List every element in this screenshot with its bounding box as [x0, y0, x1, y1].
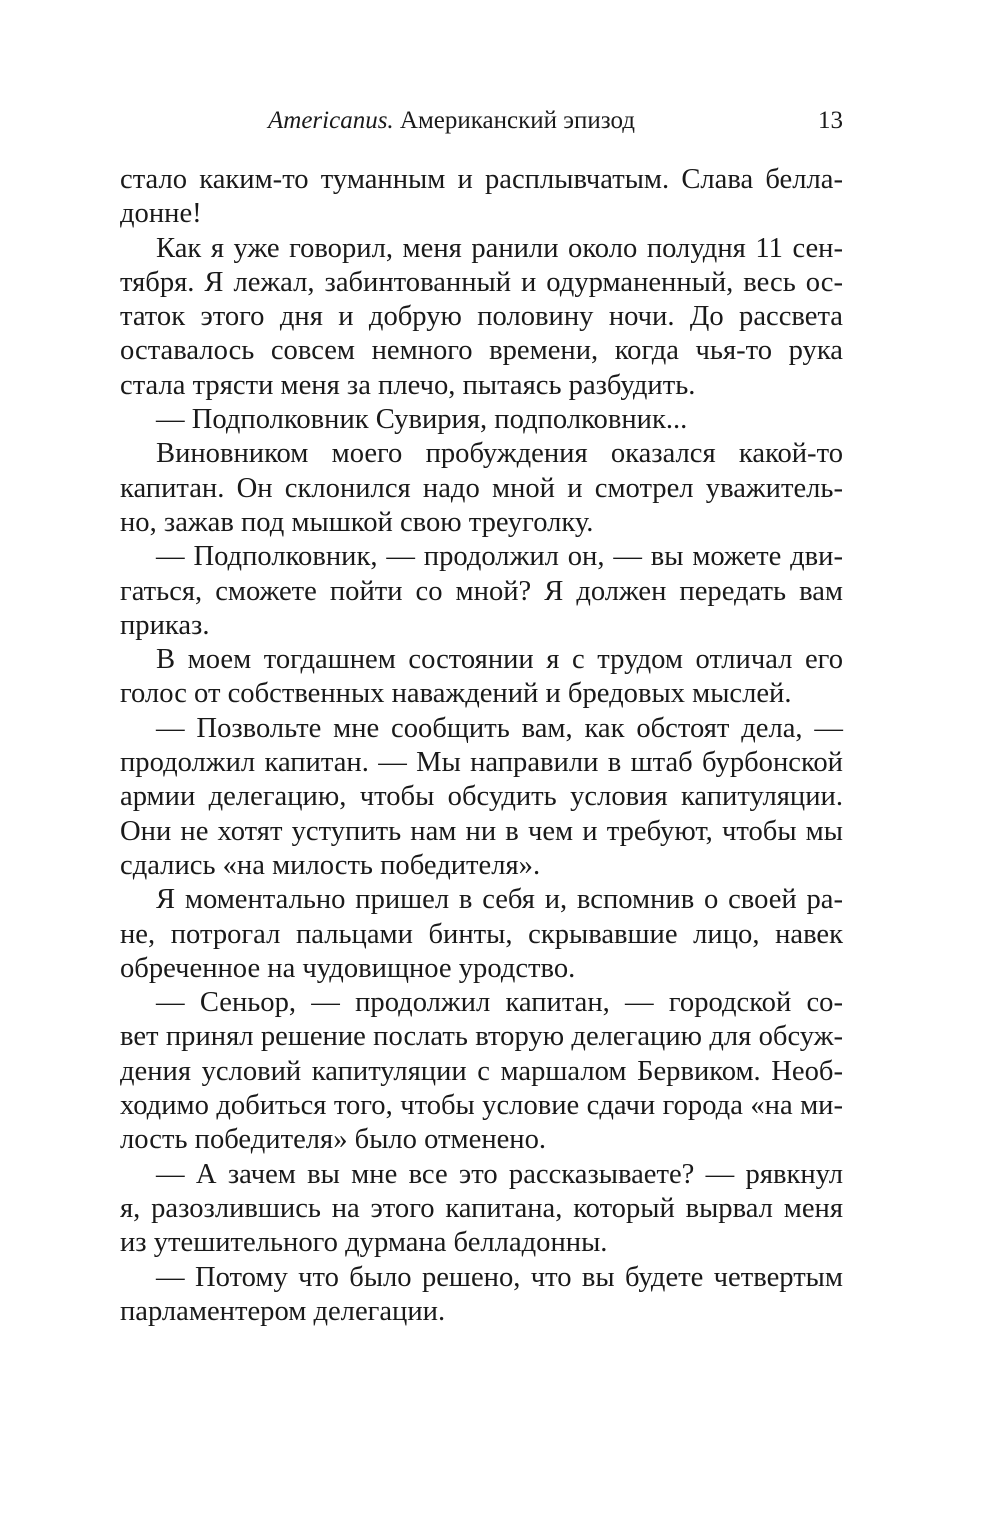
text-line: — Сеньор, — продолжил капитан, — городской со- — [156, 987, 843, 1019]
running-header — [120, 104, 843, 138]
text-line: Виновником моего пробуждения оказался какой-то — [156, 438, 843, 470]
text-line: лость победителя» было отменено. — [120, 1124, 547, 1156]
text-line: стало каким-то туманным и расплывчатым. Слава белла- — [120, 164, 843, 195]
text-line: гаться, сможете пойти со мной? Я должен передать вам — [120, 575, 843, 607]
text-line: Как я уже говорил, меня ранили около полудня 11 сен- — [156, 232, 843, 264]
text-line: — Позвольте мне сообщить вам, как обстоят дела, — — [156, 712, 843, 744]
running-title — [120, 104, 783, 138]
body-text — [120, 163, 843, 1329]
text-line: дения условий капитуляции с маршалом Бервиком. Необ- — [120, 1055, 843, 1087]
text-line: таток этого дня и добрую половину ночи. До рассвета — [120, 301, 843, 333]
text-line: армии делегацию, чтобы обсудить условия капитуляции. — [120, 781, 843, 813]
page-number: 13 — [818, 107, 843, 134]
text-line: продолжил капитан. — Мы направили в штаб бурбонской — [120, 747, 843, 779]
running-title-italic: Americanus. — [268, 107, 394, 134]
text-line: вет принял решение послать вторую делегацию для обсуж- — [120, 1021, 843, 1053]
text-line: я, разозлившись на этого капитана, который вырвал меня — [120, 1192, 843, 1224]
text-line: — Подполковник, — продолжил он, — вы можете дви- — [156, 541, 843, 573]
text-line: сдались «на милость победителя». — [120, 849, 541, 881]
text-line: ходимо добиться того, чтобы условие сдачи города «на ми- — [120, 1090, 843, 1122]
text-line: не, потрогал пальцами бинты, скрывавшие лицо, навек — [120, 918, 843, 950]
text-line: — А зачем вы мне все это рассказываете? — рявкнул — [156, 1158, 843, 1190]
text-line: — Подполковник Сувирия, подполковник... — [156, 404, 688, 436]
text-line: Они не хотят уступить нам ни в чем и требуют, чтобы мы — [120, 815, 843, 847]
text-line: — Потому что было решено, что вы будете четвертым — [156, 1261, 843, 1293]
text-line: Я моментально пришел в себя и, вспомнив о своей ра- — [156, 884, 843, 916]
text-line: парламентером делегации. — [120, 1295, 446, 1327]
text-line: тября. Я лежал, забинтованный и одурманенный, весь ос- — [120, 266, 843, 298]
running-title-rest: Американский эпизод — [393, 107, 635, 134]
text-line: из утешительного дурмана белладонны. — [120, 1227, 608, 1259]
text-line: стала трясти меня за плечо, пытаясь разбудить. — [120, 369, 696, 401]
text-line: но, зажав под мышкой свою треуголку. — [120, 506, 594, 538]
text-line: приказ. — [120, 609, 210, 641]
text-line: голос от собственных наваждений и бредовых мыслей. — [120, 678, 792, 710]
text-line: обреченное на чудовищное уродство. — [120, 952, 576, 984]
text-line: оставалось совсем немного времени, когда чья-то рука — [120, 335, 843, 367]
text-line: донне! — [120, 198, 202, 230]
text-line: капитан. Он склонился надо мной и смотрел уважитель- — [120, 472, 843, 504]
text-line: В моем тогдашнем состоянии я с трудом отличал его — [156, 644, 843, 676]
